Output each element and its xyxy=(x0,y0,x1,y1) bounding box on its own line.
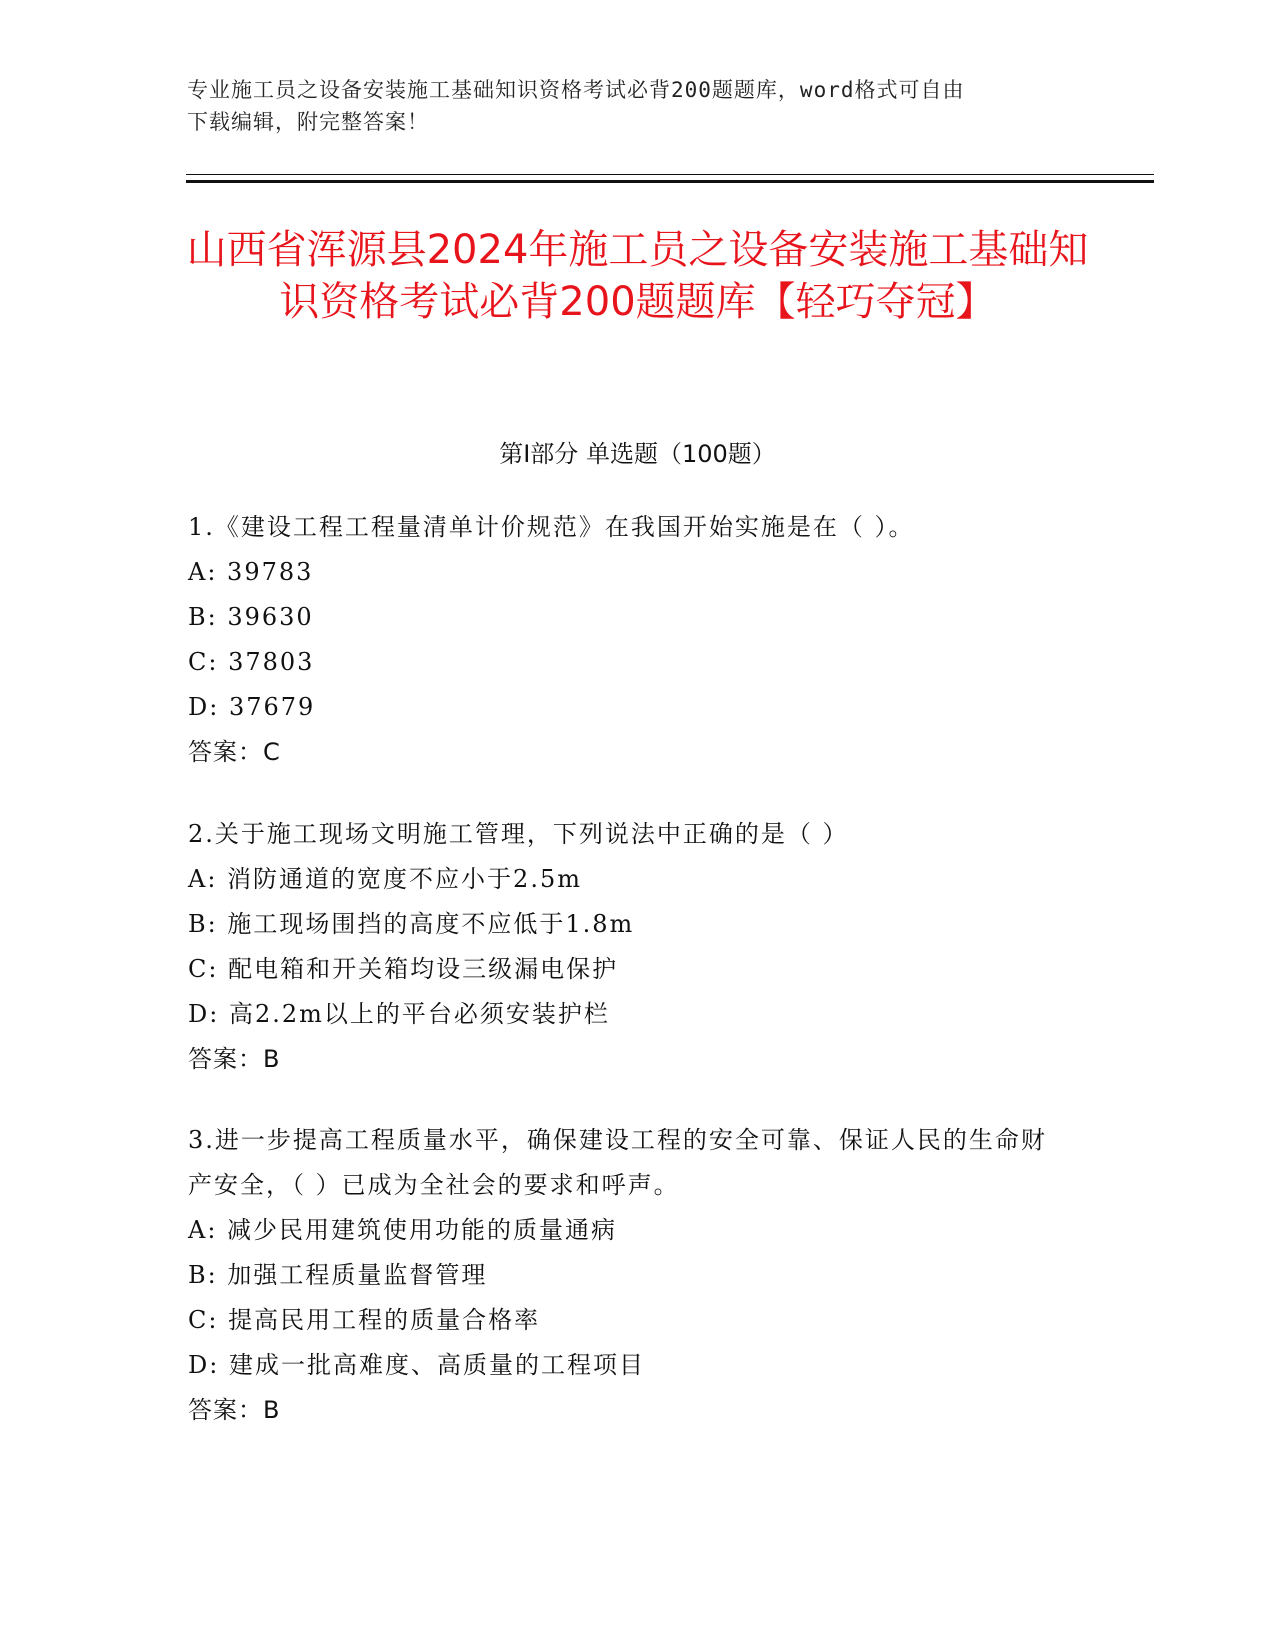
question-stem: 3.进一步提高工程质量水平，确保建设工程的安全可靠、保证人民的生命财产安全，（ ）已成为全社会的要求和呼声。 xyxy=(188,1126,1047,1199)
answer: 答案：C xyxy=(188,738,281,766)
question-3 xyxy=(188,1118,1068,1433)
document-title: 山西省浑源县2024年施工员之设备安装施工基础知识资格考试必背200题题库【轻巧夺冠】 xyxy=(186,227,1089,325)
option-d: D: 建成一批高难度、高质量的工程项目 xyxy=(188,1351,645,1379)
answer: 答案：B xyxy=(188,1045,281,1073)
option-c: C: 配电箱和开关箱均设三级漏电保护 xyxy=(188,955,619,983)
question-stem: 2.关于施工现场文明施工管理，下列说法中正确的是（ ） xyxy=(188,820,849,848)
header-line-2: 下载编辑，附完整答案！ xyxy=(187,110,429,134)
option-b: B: 施工现场围挡的高度不应低于1.8m xyxy=(188,910,635,938)
option-d: D: 高2.2m以上的平台必须安装护栏 xyxy=(188,1000,610,1028)
option-c: C: 提高民用工程的质量合格率 xyxy=(188,1306,541,1334)
header-divider-thin xyxy=(186,174,1154,175)
option-a: A: 消防通道的宽度不应小于2.5m xyxy=(188,865,582,893)
header-line-1: 专业施工员之设备安装施工基础知识资格考试必背200题题库，word格式可自由 xyxy=(187,78,965,102)
answer: 答案：B xyxy=(188,1396,281,1424)
option-a: A: 减少民用建筑使用功能的质量通病 xyxy=(188,1216,618,1244)
question-stem: 1.《建设工程工程量清单计价规范》在我国开始实施是在（ ）。 xyxy=(188,513,915,541)
option-b: B: 39630 xyxy=(188,603,314,631)
option-b: B: 加强工程质量监督管理 xyxy=(188,1261,488,1289)
option-c: C: 37803 xyxy=(188,648,315,676)
question-1 xyxy=(188,505,1068,775)
option-a: A: 39783 xyxy=(188,558,314,586)
option-d: D: 37679 xyxy=(188,693,316,721)
question-2 xyxy=(188,812,1068,1082)
page-header xyxy=(187,74,1067,138)
section-title: 第Ⅰ部分 单选题（100题） xyxy=(499,440,776,468)
header-divider-thick xyxy=(186,180,1154,183)
